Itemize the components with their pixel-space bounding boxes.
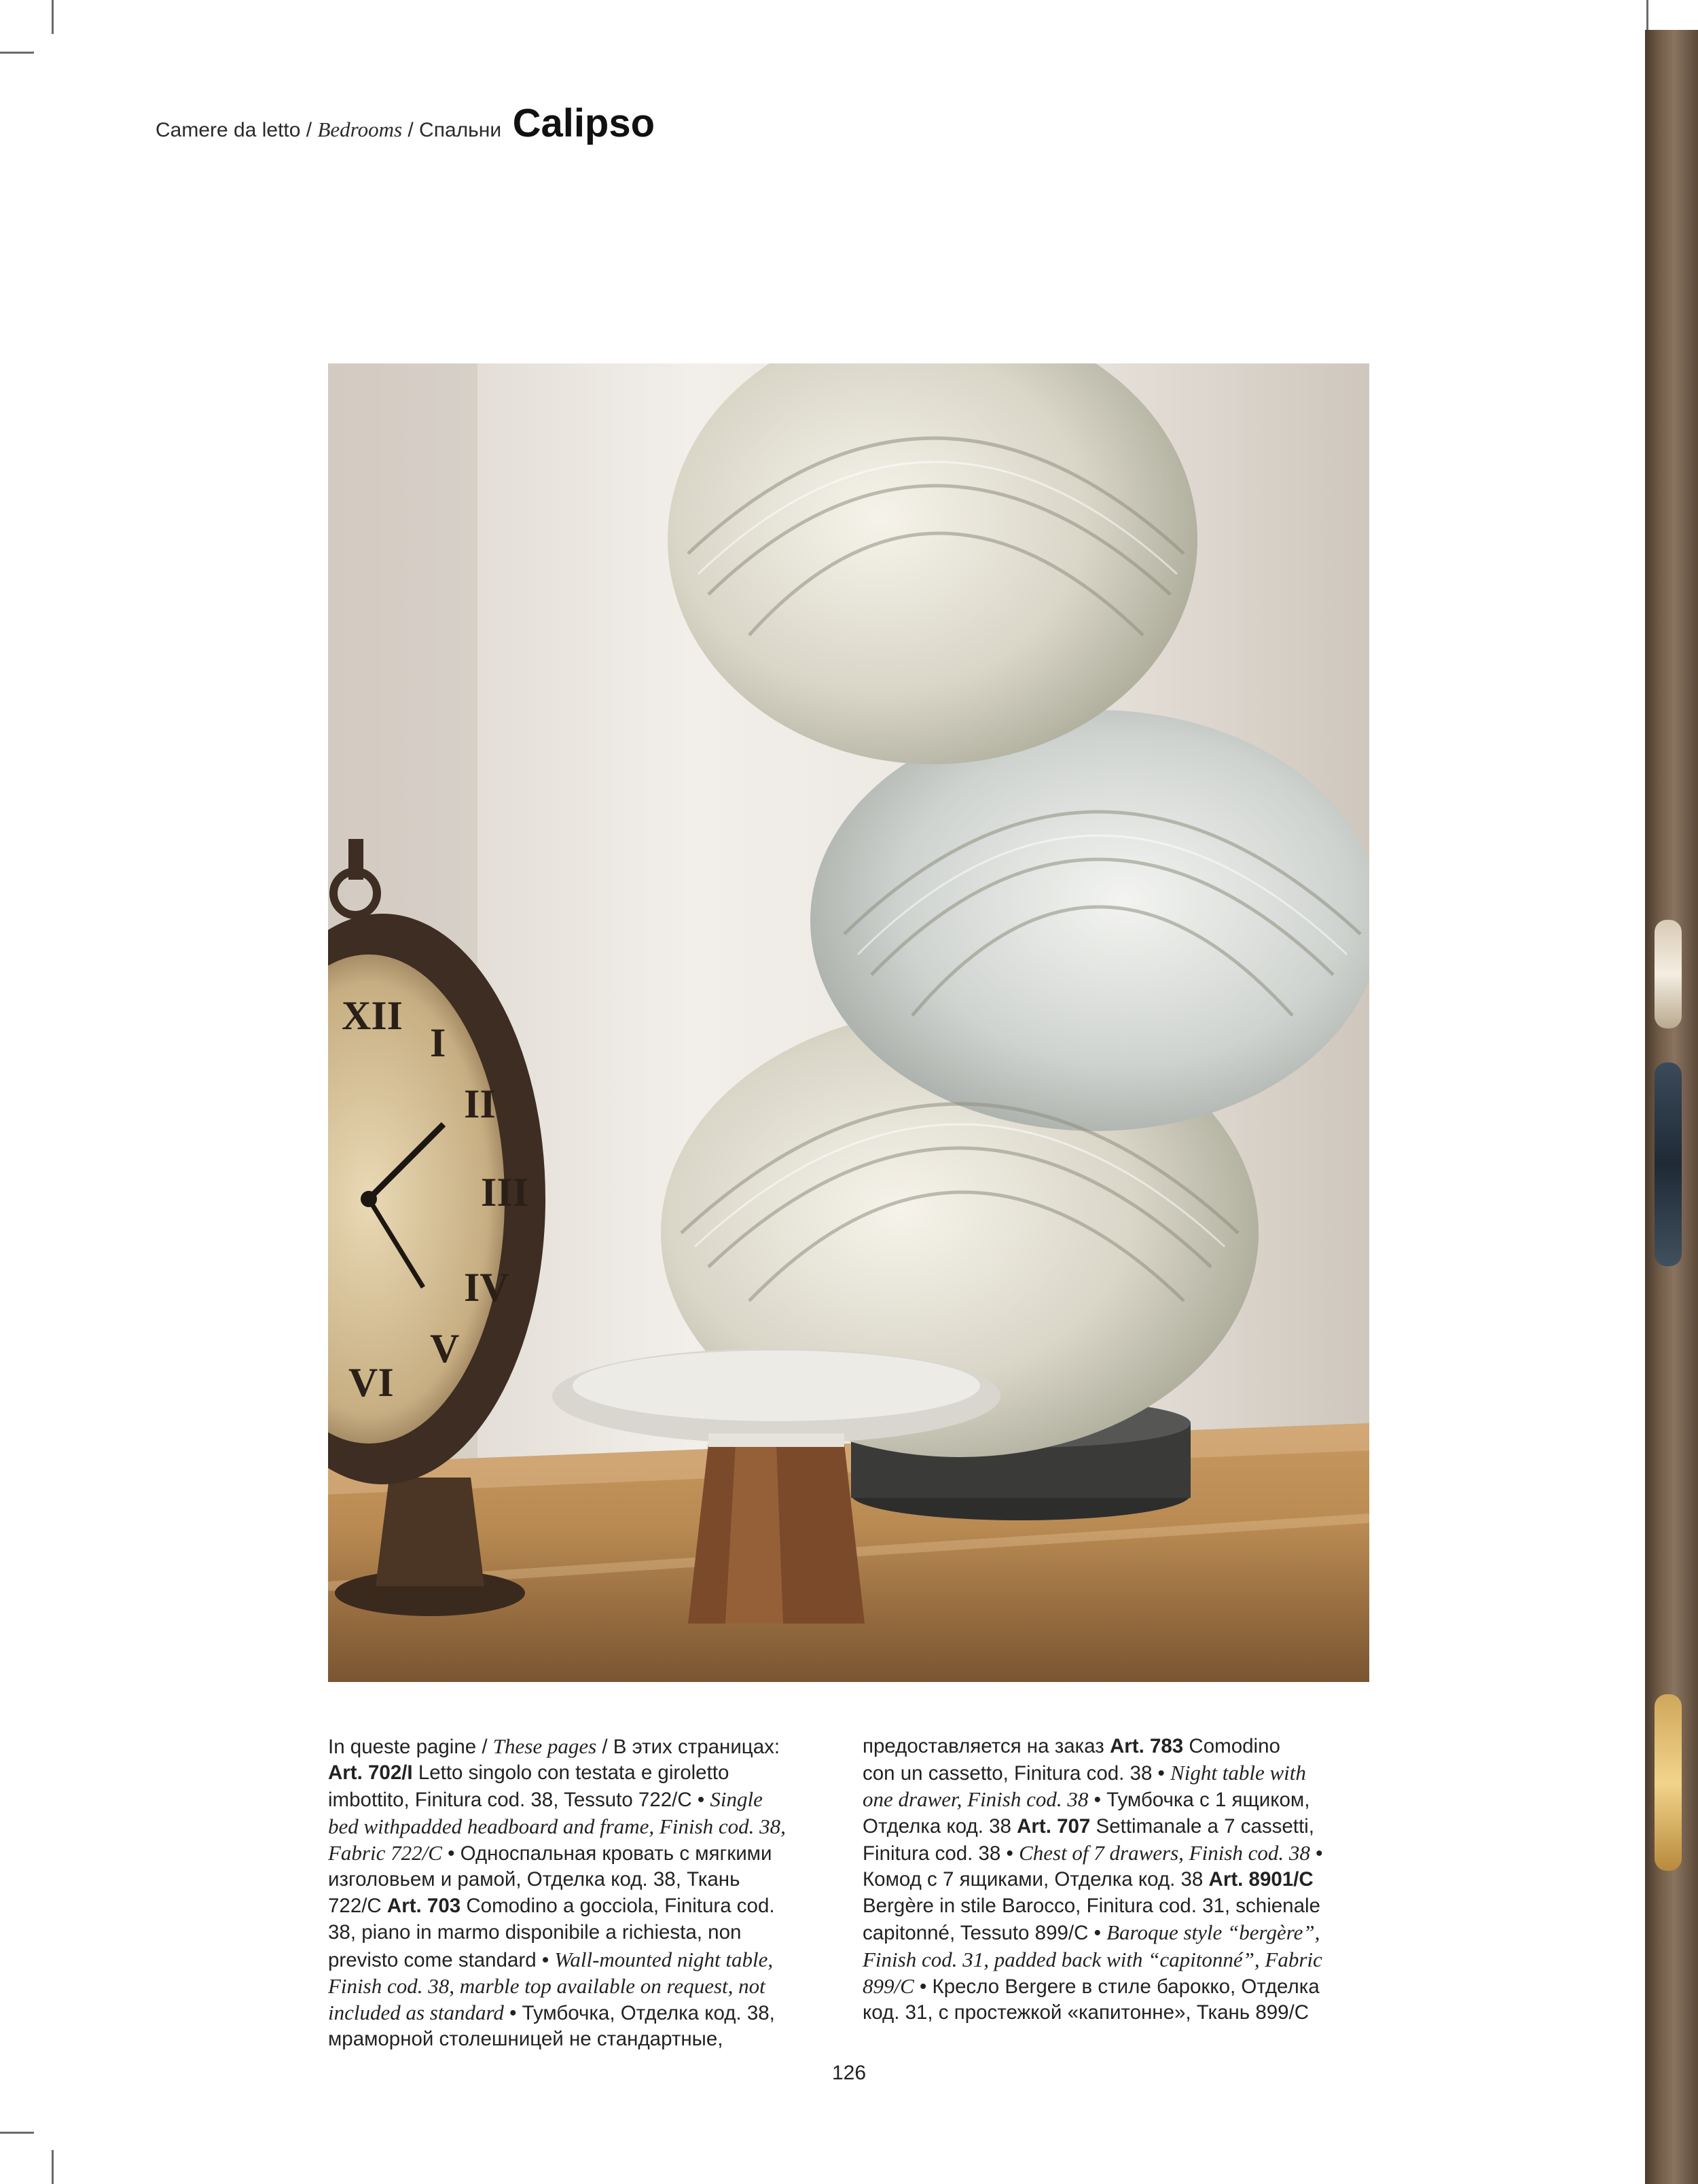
crop-mark [0, 2132, 34, 2134]
english-description: Wall-mounted night table, [554, 1947, 774, 1971]
product-photo [328, 363, 1369, 1682]
text-line [863, 1840, 1379, 1866]
text-line [328, 1946, 844, 1973]
text-segment: con un cassetto, Finitura cod. 38 • [863, 1762, 1171, 1785]
text-line [863, 1786, 1379, 1812]
description-column-right [863, 1733, 1379, 2026]
text-line [863, 1973, 1379, 1999]
breadcrumb-separator: / [300, 119, 318, 141]
text-line [863, 1866, 1379, 1893]
text-line [328, 1813, 844, 1840]
english-description: Finish cod. 31, padded back with “capitonné”, Fabric [863, 1947, 1322, 1971]
text-line [863, 1999, 1379, 2026]
text-line [863, 1759, 1379, 1786]
crop-mark [0, 52, 34, 54]
text-line [328, 1840, 844, 1866]
text-segment: Комод с 7 ящиками, Отделка код. 38 [863, 1867, 1209, 1891]
text-line [863, 1893, 1379, 1919]
collection-title: Calipso [512, 101, 655, 145]
text-line [328, 1733, 844, 1759]
english-description: Chest of 7 drawers, Finish cod. 38 [1019, 1840, 1310, 1865]
english-description: Baroque style “bergère”, [1106, 1920, 1320, 1945]
text-line [328, 2026, 844, 2052]
text-segment: Letto singolo con testata e giroletto [412, 1761, 729, 1785]
text-line [863, 1733, 1379, 1759]
text-line [328, 1786, 844, 1812]
english-description: one drawer, Finish cod. 38 [863, 1787, 1089, 1812]
description-column-left [328, 1733, 844, 2052]
text-line [328, 1999, 844, 2026]
text-segment: / В этих страницах: [596, 1736, 780, 1758]
text-segment: код. 31, с простежкой «капитонне», Ткань 899/C [863, 2001, 1309, 2024]
svg-text:VI: VI [348, 1360, 394, 1405]
adjacent-page-edge [1645, 30, 1698, 2184]
text-segment: Comodino [1183, 1735, 1280, 1757]
text-segment: Settimanale a 7 cassetti, [1090, 1814, 1314, 1838]
english-description: Single [710, 1787, 763, 1812]
text-segment: capitonné, Tessuto 899/C • [863, 1922, 1107, 1945]
english-description: Fabric 722/C [328, 1840, 442, 1865]
lamp-clock-photo-icon [328, 363, 1369, 1682]
breadcrumb-english: Bedrooms [317, 118, 403, 141]
crop-mark [52, 2150, 54, 2184]
text-segment: предоставляется на заказ [863, 1735, 1110, 1757]
text-line [328, 1759, 844, 1786]
english-description: 899/C [863, 1973, 914, 1998]
text-segment: Finitura cod. 38 • [863, 1842, 1019, 1865]
text-line [328, 1919, 844, 1946]
text-line [328, 1893, 844, 1919]
article-code: Art. 8901/C [1208, 1867, 1314, 1891]
svg-text:I: I [430, 1020, 446, 1065]
text-segment: Отделка код. 38 [863, 1814, 1017, 1838]
article-code: Art. 703 [386, 1895, 461, 1918]
text-segment: • Односпальная кровать с мягкими [441, 1842, 772, 1865]
article-code: Art. 707 [1017, 1814, 1091, 1838]
text-segment: изголовьем и рамой, Отделка код. 38, Ткань [328, 1867, 740, 1891]
text-segment: 722/C [328, 1895, 387, 1918]
svg-text:V: V [430, 1326, 460, 1371]
article-code: Art. 783 [1109, 1735, 1184, 1757]
text-line [863, 1813, 1379, 1840]
text-segment: In queste pagine / [328, 1736, 493, 1758]
text-segment: • Тумбочка с 1 ящиком, [1088, 1789, 1310, 1812]
breadcrumb-russian: Спальни [419, 119, 502, 141]
crop-mark [52, 0, 54, 34]
text-line [863, 1919, 1379, 1946]
page-header [156, 101, 1106, 152]
svg-text:III: III [481, 1170, 529, 1215]
english-description: included as standard [328, 2000, 504, 2024]
english-description: bed withpadded headboard and frame, Finish cod. 38, [328, 1814, 786, 1838]
text-segment: imbottito, Finitura cod. 38, Tessuto 722/C • [328, 1789, 710, 1812]
english-description: These pages [492, 1734, 597, 1758]
text-line [863, 1946, 1379, 1973]
page-number: 126 [831, 2062, 867, 2084]
text-segment: 38, piano in marmo disponibile a richiesta, non [328, 1921, 742, 1944]
english-description: Finish cod. 38, marble top available on request, not [328, 1973, 765, 1998]
text-segment: previsto come standard • [328, 1948, 555, 1971]
text-segment: • Тумбочка, Отделка код. 38, [503, 2001, 775, 2024]
crop-mark [1646, 0, 1648, 30]
breadcrumb-separator: / [402, 119, 420, 141]
text-segment: Bergère in stile Barocco, Finitura cod. 31, schienale [863, 1895, 1320, 1918]
svg-text:XII: XII [342, 993, 403, 1038]
text-segment: • Кресло Bergere в стиле барокко, Отделка [914, 1975, 1320, 1998]
english-description: Night table with [1170, 1761, 1306, 1785]
text-line [328, 1973, 844, 1999]
svg-text:IV: IV [464, 1265, 509, 1310]
article-code: Art. 702/I [328, 1761, 413, 1785]
text-segment: Comodino a gocciola, Finitura cod. [460, 1895, 775, 1918]
text-segment: • [1309, 1842, 1323, 1865]
text-line [328, 1866, 844, 1893]
breadcrumb-italian: Camere da letto [156, 119, 301, 141]
text-segment: мраморной столешницей не стандартные, [328, 2028, 723, 2051]
svg-text:II: II [464, 1081, 496, 1126]
